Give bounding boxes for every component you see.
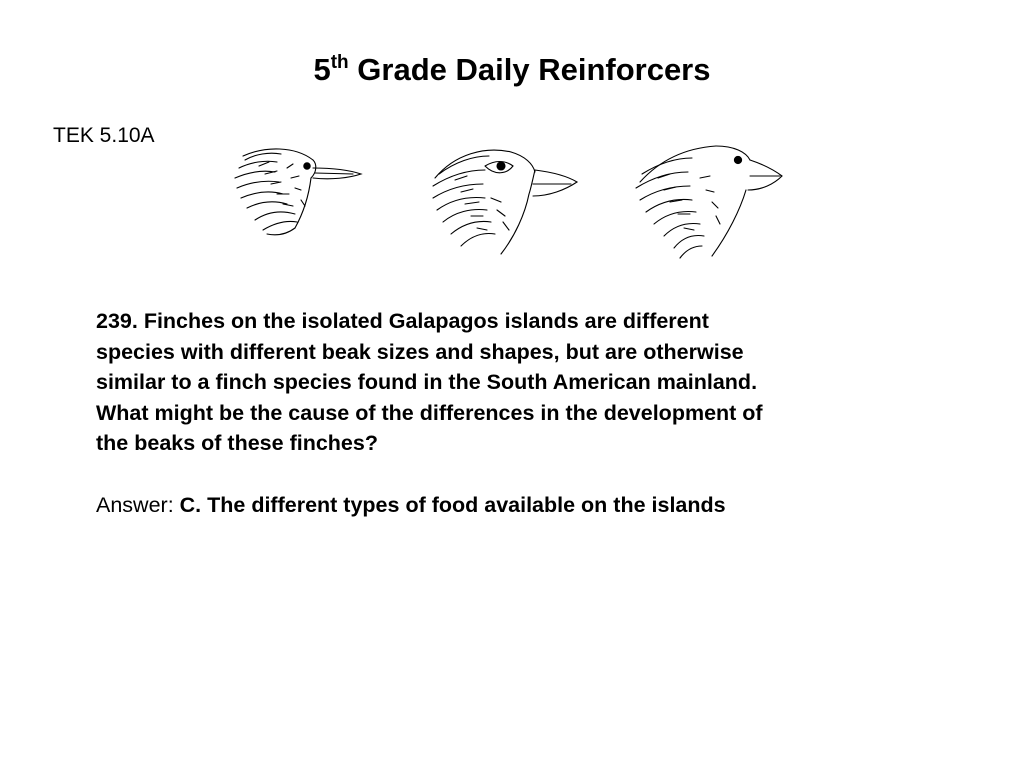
question-line: What might be the cause of the differences in the development of xyxy=(96,400,763,425)
question-line: the beaks of these finches? xyxy=(96,431,378,455)
title-number: 5 xyxy=(313,52,331,87)
question-line: similar to a finch species found in the South American mainland. xyxy=(96,370,758,394)
question-line: species with different beak sizes and shapes, but are otherwise xyxy=(96,339,744,364)
tek-label: TEK 5.10A xyxy=(53,124,155,147)
question-text xyxy=(96,306,916,459)
slide-title xyxy=(0,48,1024,92)
finch-thick-beak-illustration xyxy=(630,138,790,268)
finch-thin-beak-illustration xyxy=(225,138,385,268)
answer-label: Answer: xyxy=(96,493,174,517)
answer-line xyxy=(96,490,916,520)
question-line: 239. Finches on the isolated Galapagos islands are different xyxy=(96,309,709,333)
title-rest: Grade Daily Reinforcers xyxy=(348,52,711,87)
finch-medium-beak-illustration xyxy=(425,138,585,268)
title-superscript: th xyxy=(330,52,349,73)
answer-text: C. The different types of food available on the islands xyxy=(179,493,726,517)
